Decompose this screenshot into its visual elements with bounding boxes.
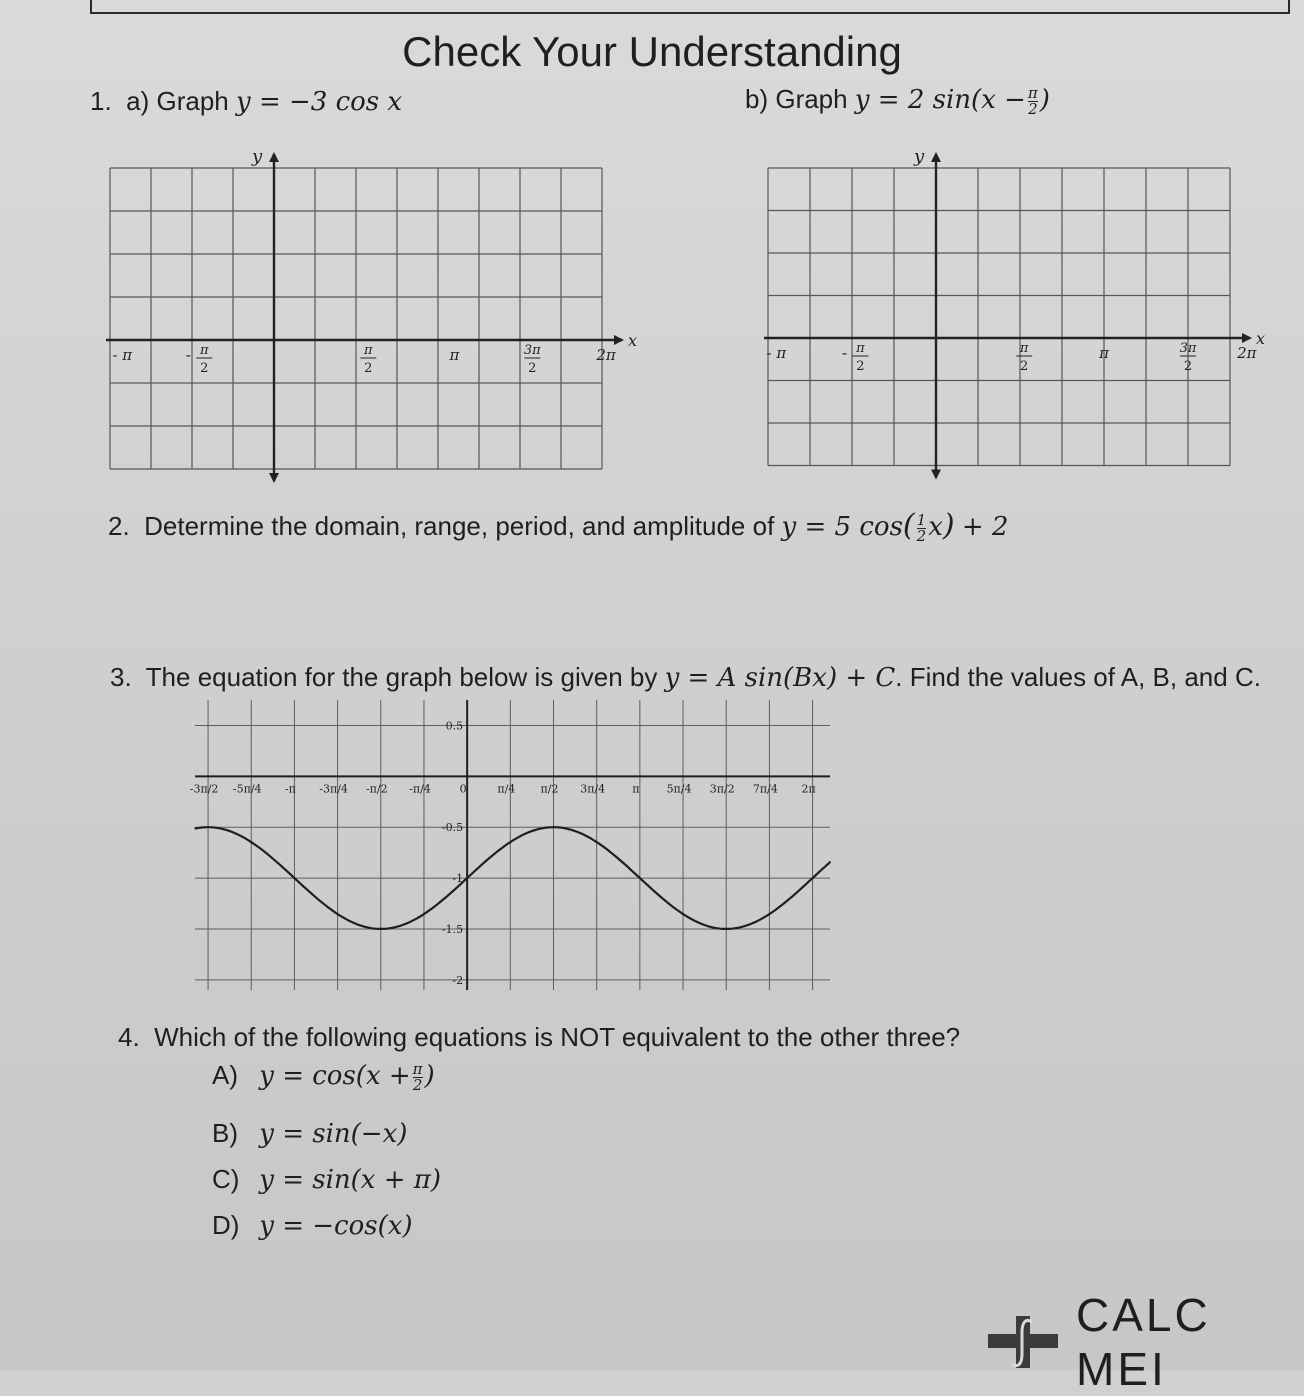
option-b: [212, 1118, 407, 1149]
chart-x-tick-label: π/4: [497, 782, 516, 796]
chart-data-point: [194, 827, 196, 829]
y-axis-label: y: [252, 146, 263, 167]
chart-data-point: [639, 877, 641, 879]
q1a-equation: y = −3 cos x: [235, 87, 403, 117]
chart-y-tick-label: -1: [452, 872, 464, 886]
tick-label: 2π: [596, 346, 616, 364]
chart-x-tick-label: -3π/4: [319, 782, 348, 796]
option-c: [212, 1164, 441, 1195]
tick-label: π: [449, 346, 460, 364]
tick-label-minus: -: [185, 345, 192, 364]
graph-grid-a: [80, 140, 650, 490]
chart-x-tick-label: 2π: [801, 782, 816, 796]
chart-y-tick-label: 0.5: [445, 719, 464, 733]
chart-x-tick-label: 3π/4: [580, 782, 606, 796]
q4-number: 4.: [118, 1022, 140, 1052]
chart-x-tick-label: -π/4: [409, 782, 431, 796]
option-a-eq-suffix: ): [424, 1061, 435, 1091]
chart-x-tick-label: 5π/4: [666, 782, 692, 796]
chart-x-tick-label: -π/2: [365, 782, 388, 796]
chart-data-point: [423, 913, 425, 915]
x-axis-arrow: [614, 335, 624, 345]
chart-data-point: [769, 913, 771, 915]
chart-data-point: [682, 913, 684, 915]
chart-data-point: [294, 877, 296, 879]
q2-fraction: $\frac{1}{2}$: [916, 510, 927, 545]
chart-y-tick-label: -2: [452, 973, 464, 987]
chart-data-point: [380, 928, 382, 930]
brand-footer: [988, 1288, 1304, 1396]
chart-y-tick-label: -1.5: [441, 922, 464, 936]
tick-label-numerator: π: [1019, 341, 1029, 356]
option-a: [212, 1060, 435, 1093]
q2-equation-prefix: y = 5 cos: [781, 512, 903, 542]
tick-label-denominator: 2: [1020, 359, 1029, 374]
option-d: [212, 1210, 413, 1241]
tick-label-numerator: 3π: [1179, 341, 1197, 356]
option-a-label: A): [212, 1060, 238, 1090]
question-3: [110, 662, 1261, 693]
chart-y-tick-label: -0.5: [441, 821, 464, 835]
y-axis-arrow-down: [269, 473, 279, 483]
option-c-eq: y = sin(x + π): [259, 1165, 441, 1195]
tick-label-denominator: 2: [1183, 359, 1193, 374]
option-b-eq: y = sin(−x): [259, 1119, 408, 1149]
tick-label: [186, 343, 213, 376]
tick-label-denominator: 2: [528, 361, 537, 376]
tick-label: [1016, 341, 1032, 374]
chart-x-tick-label: -π: [284, 782, 296, 796]
tick-label-minus: -: [841, 343, 848, 362]
q2-text: Determine the domain, range, period, and amplitude of: [144, 511, 775, 541]
tick-label: 2π: [1237, 344, 1257, 362]
chart-x-tick-label: π/2: [540, 782, 559, 796]
tick-label: [360, 343, 376, 376]
chart-data-point: [250, 842, 252, 844]
q3-text-before: The equation for the graph below is given by: [145, 662, 658, 692]
y-axis-arrow-down: [931, 470, 941, 480]
q1b-equation-suffix: ): [1039, 85, 1050, 115]
q1b-equation-prefix: y = 2 sin(x −: [854, 85, 1026, 115]
chart-data-point: [596, 842, 598, 844]
x-axis-arrow: [1242, 333, 1252, 343]
chart-data-point: [466, 877, 468, 879]
tick-label-numerator: π: [856, 341, 865, 356]
y-axis-label: y: [914, 146, 925, 167]
tick-label-denominator: 2: [200, 361, 209, 376]
chart-x-tick-label: 7π/4: [752, 782, 778, 796]
chart-x-tick-label: -3π/2: [189, 782, 219, 796]
option-b-label: B): [212, 1118, 238, 1148]
tick-label-denominator: 2: [856, 359, 865, 374]
x-axis-label: x: [1256, 329, 1266, 348]
q1a-label: a) Graph: [126, 86, 229, 116]
question-2: 2. Determine the domain, range, period, and amplitude of y = 5 cos( $\frac{1}{2}$ x) + 2: [108, 508, 1009, 545]
page-title: Check Your Understanding: [402, 28, 902, 75]
question-4: [118, 1022, 960, 1053]
option-d-label: D): [212, 1210, 240, 1240]
tick-label: - π: [766, 344, 787, 362]
tick-label: [842, 341, 869, 374]
sine-graph-chart: [189, 700, 830, 990]
brand-text: CALC MEI: [1076, 1289, 1211, 1395]
chart-data-point: [207, 826, 209, 828]
x-axis-label: x: [628, 331, 638, 350]
chart-data-point: [337, 913, 339, 915]
tick-label: [524, 343, 541, 376]
q1b-label: b) Graph: [745, 84, 848, 114]
q3-number: 3.: [110, 662, 132, 692]
chart-data-point: [829, 861, 831, 863]
question-1b: [745, 84, 1050, 117]
option-a-fraction: $\frac{\pi}{2}$: [412, 1059, 423, 1094]
q3-equation: y = A sin(Bx) + C: [664, 663, 896, 693]
integral-logo-icon: [988, 1312, 1058, 1372]
q2-equation-var: x: [928, 512, 943, 542]
q2-number: 2.: [108, 511, 130, 541]
chart-x-tick-label: -5π/4: [232, 782, 262, 796]
option-a-eq-prefix: y = cos(x +: [259, 1061, 411, 1091]
chart-data-point: [553, 826, 555, 828]
graph-grid-b: [740, 140, 1280, 480]
q4-text: Which of the following equations is NOT equivalent to the other three?: [154, 1022, 961, 1052]
top-border: [90, 0, 1290, 14]
y-axis-arrow-up: [931, 152, 941, 162]
chart-x-tick-label: 3π/2: [709, 782, 735, 796]
q1-number: 1.: [90, 86, 112, 116]
q3-text-after: . Find the values of A, B, and C.: [895, 662, 1261, 692]
chart-x-tick-label: π: [632, 782, 640, 796]
tick-label-denominator: 2: [364, 361, 373, 376]
chart-x-tick-label: 0: [459, 782, 467, 796]
y-axis-arrow-up: [269, 152, 279, 162]
q2-equation-suffix: + 2: [961, 512, 1009, 542]
chart-data-point: [812, 877, 814, 879]
tick-label-numerator: π: [200, 343, 209, 358]
q1b-fraction: $\frac{\pi}{2}$: [1027, 83, 1038, 118]
tick-label-numerator: π: [364, 343, 373, 358]
option-c-label: C): [212, 1164, 240, 1194]
tick-label: - π: [112, 346, 133, 364]
chart-data-point: [510, 842, 512, 844]
chart-data-point: [725, 928, 727, 930]
tick-label: π: [1099, 344, 1109, 362]
question-1a: [90, 86, 402, 117]
tick-label-numerator: 3π: [523, 343, 541, 358]
option-d-eq: y = −cos(x): [259, 1211, 413, 1241]
